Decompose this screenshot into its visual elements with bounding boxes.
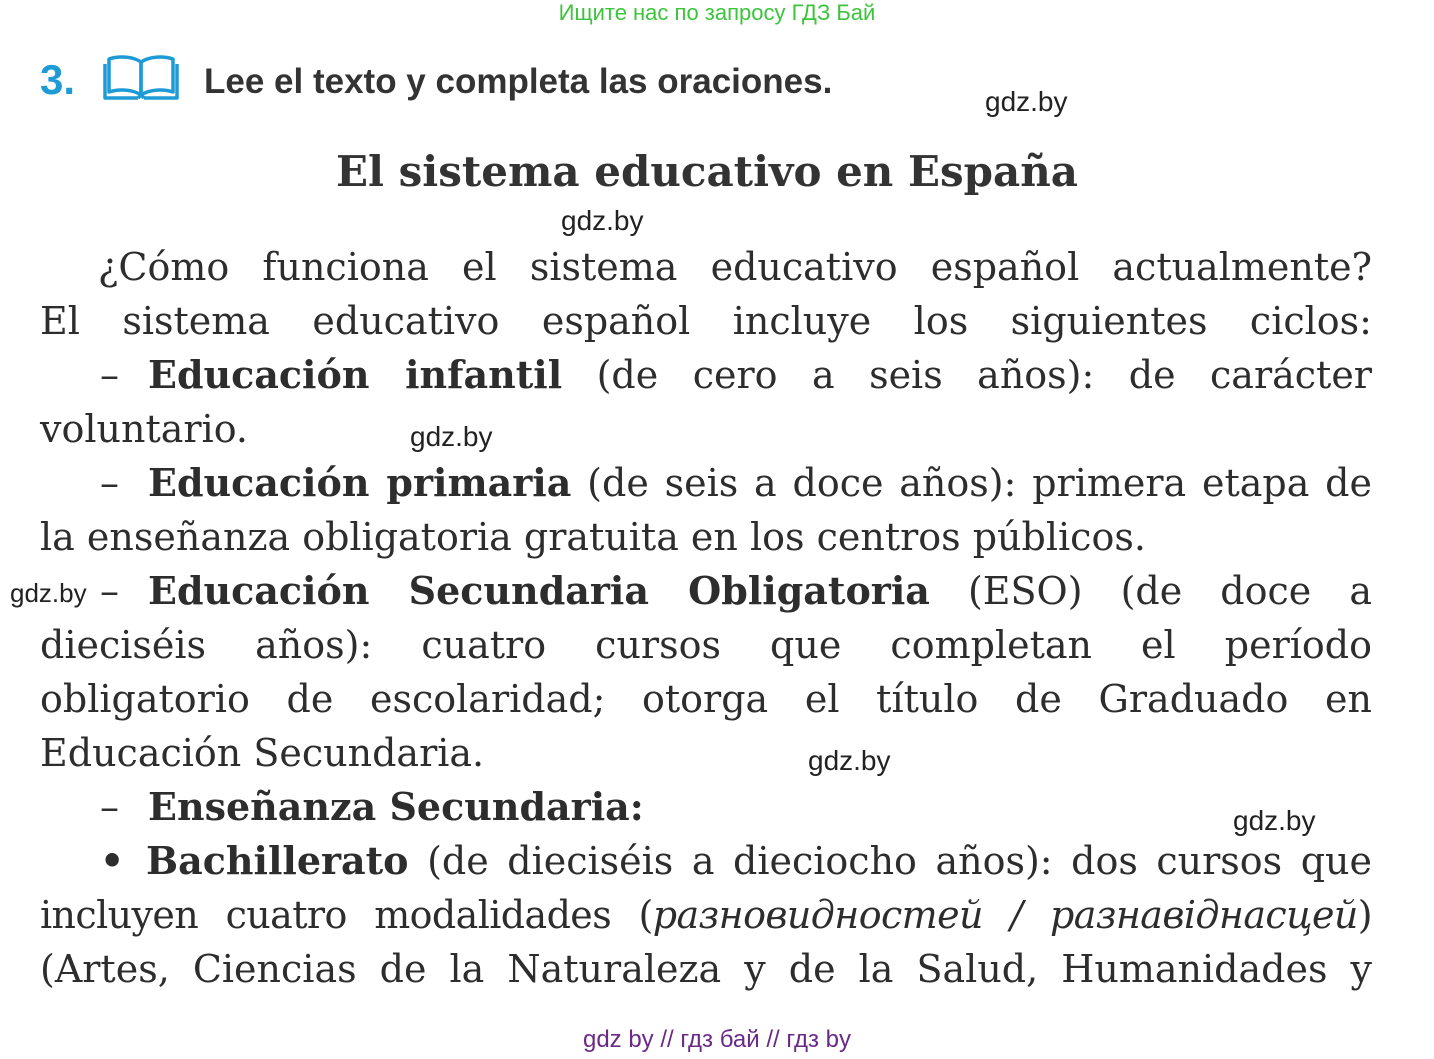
text-line-10: Educación Secundaria. <box>40 731 485 775</box>
text-line-2: El sistema educativo español incluye los siguientes ciclos: <box>40 299 1372 343</box>
watermark: gdz.by <box>808 745 891 776</box>
text-line-11 <box>100 780 1372 834</box>
term-primaria: Educación primaria <box>148 460 572 505</box>
eso-description: (ESO) (de doce a <box>967 569 1372 613</box>
text-line-5 <box>100 456 1372 510</box>
text-line-7 <box>100 564 1372 618</box>
list-dash: – <box>100 461 119 505</box>
text-line-3 <box>100 348 1372 402</box>
text-line-1: ¿Cómo funciona el sistema educativo español actualmente? <box>98 245 1372 289</box>
watermark: gdz.by <box>561 205 644 236</box>
term-eso: Educación Secundaria Obligatoria <box>148 568 930 613</box>
bachillerato-description: (de dieciséis a dieciocho años): dos cursos que <box>427 839 1372 883</box>
modalidades-text: incluyen cuatro modalidades ( <box>40 893 653 937</box>
document-title: El sistema educativo en España <box>336 147 1078 196</box>
term-ensenanza-secundaria: Enseñanza Secundaria: <box>148 784 644 829</box>
infantil-description: (de cero a seis años): de carácter <box>596 353 1372 397</box>
list-dash: – <box>100 353 119 397</box>
list-dash: – <box>100 785 119 829</box>
translation-italic: разновидностей / разнавіднасцей <box>652 893 1358 937</box>
footer-links[interactable]: gdz by // гдз бай // гдз by <box>582 1026 852 1053</box>
term-bachillerato: Bachillerato <box>146 838 409 883</box>
text-line-8: dieciséis años): cuatro cursos que completan el período <box>40 623 1372 667</box>
text-line-6: la enseñanza obligatoria gratuita en los centros públicos. <box>40 515 1146 559</box>
instruction-text: Lee el texto y completa las oraciones. <box>204 62 833 101</box>
text-line-4: voluntario. <box>40 407 248 451</box>
watermark: gdz.by <box>10 578 87 608</box>
open-book-icon <box>102 52 180 102</box>
primaria-description: (de seis a doce años): primera etapa de <box>587 461 1372 505</box>
list-dash: – <box>100 569 119 613</box>
text-line-9: obligatorio de escolaridad; otorga el título de Graduado en <box>40 677 1372 721</box>
text-line-13 <box>40 888 1372 942</box>
watermark: gdz.by <box>985 86 1068 117</box>
text-line-14: (Artes, Ciencias de la Naturaleza y de la Salud, Humanidades y <box>40 947 1372 991</box>
list-bullet: • <box>100 838 125 883</box>
task-number: 3. <box>40 56 76 103</box>
text-line-12 <box>100 834 1372 888</box>
watermark: gdz.by <box>1233 805 1316 836</box>
closing-paren: ) <box>1357 893 1372 937</box>
top-banner[interactable]: Ищите нас по запросу ГДЗ Бай <box>558 0 876 25</box>
watermark: gdz.by <box>410 421 493 452</box>
term-infantil: Educación infantil <box>148 352 563 397</box>
